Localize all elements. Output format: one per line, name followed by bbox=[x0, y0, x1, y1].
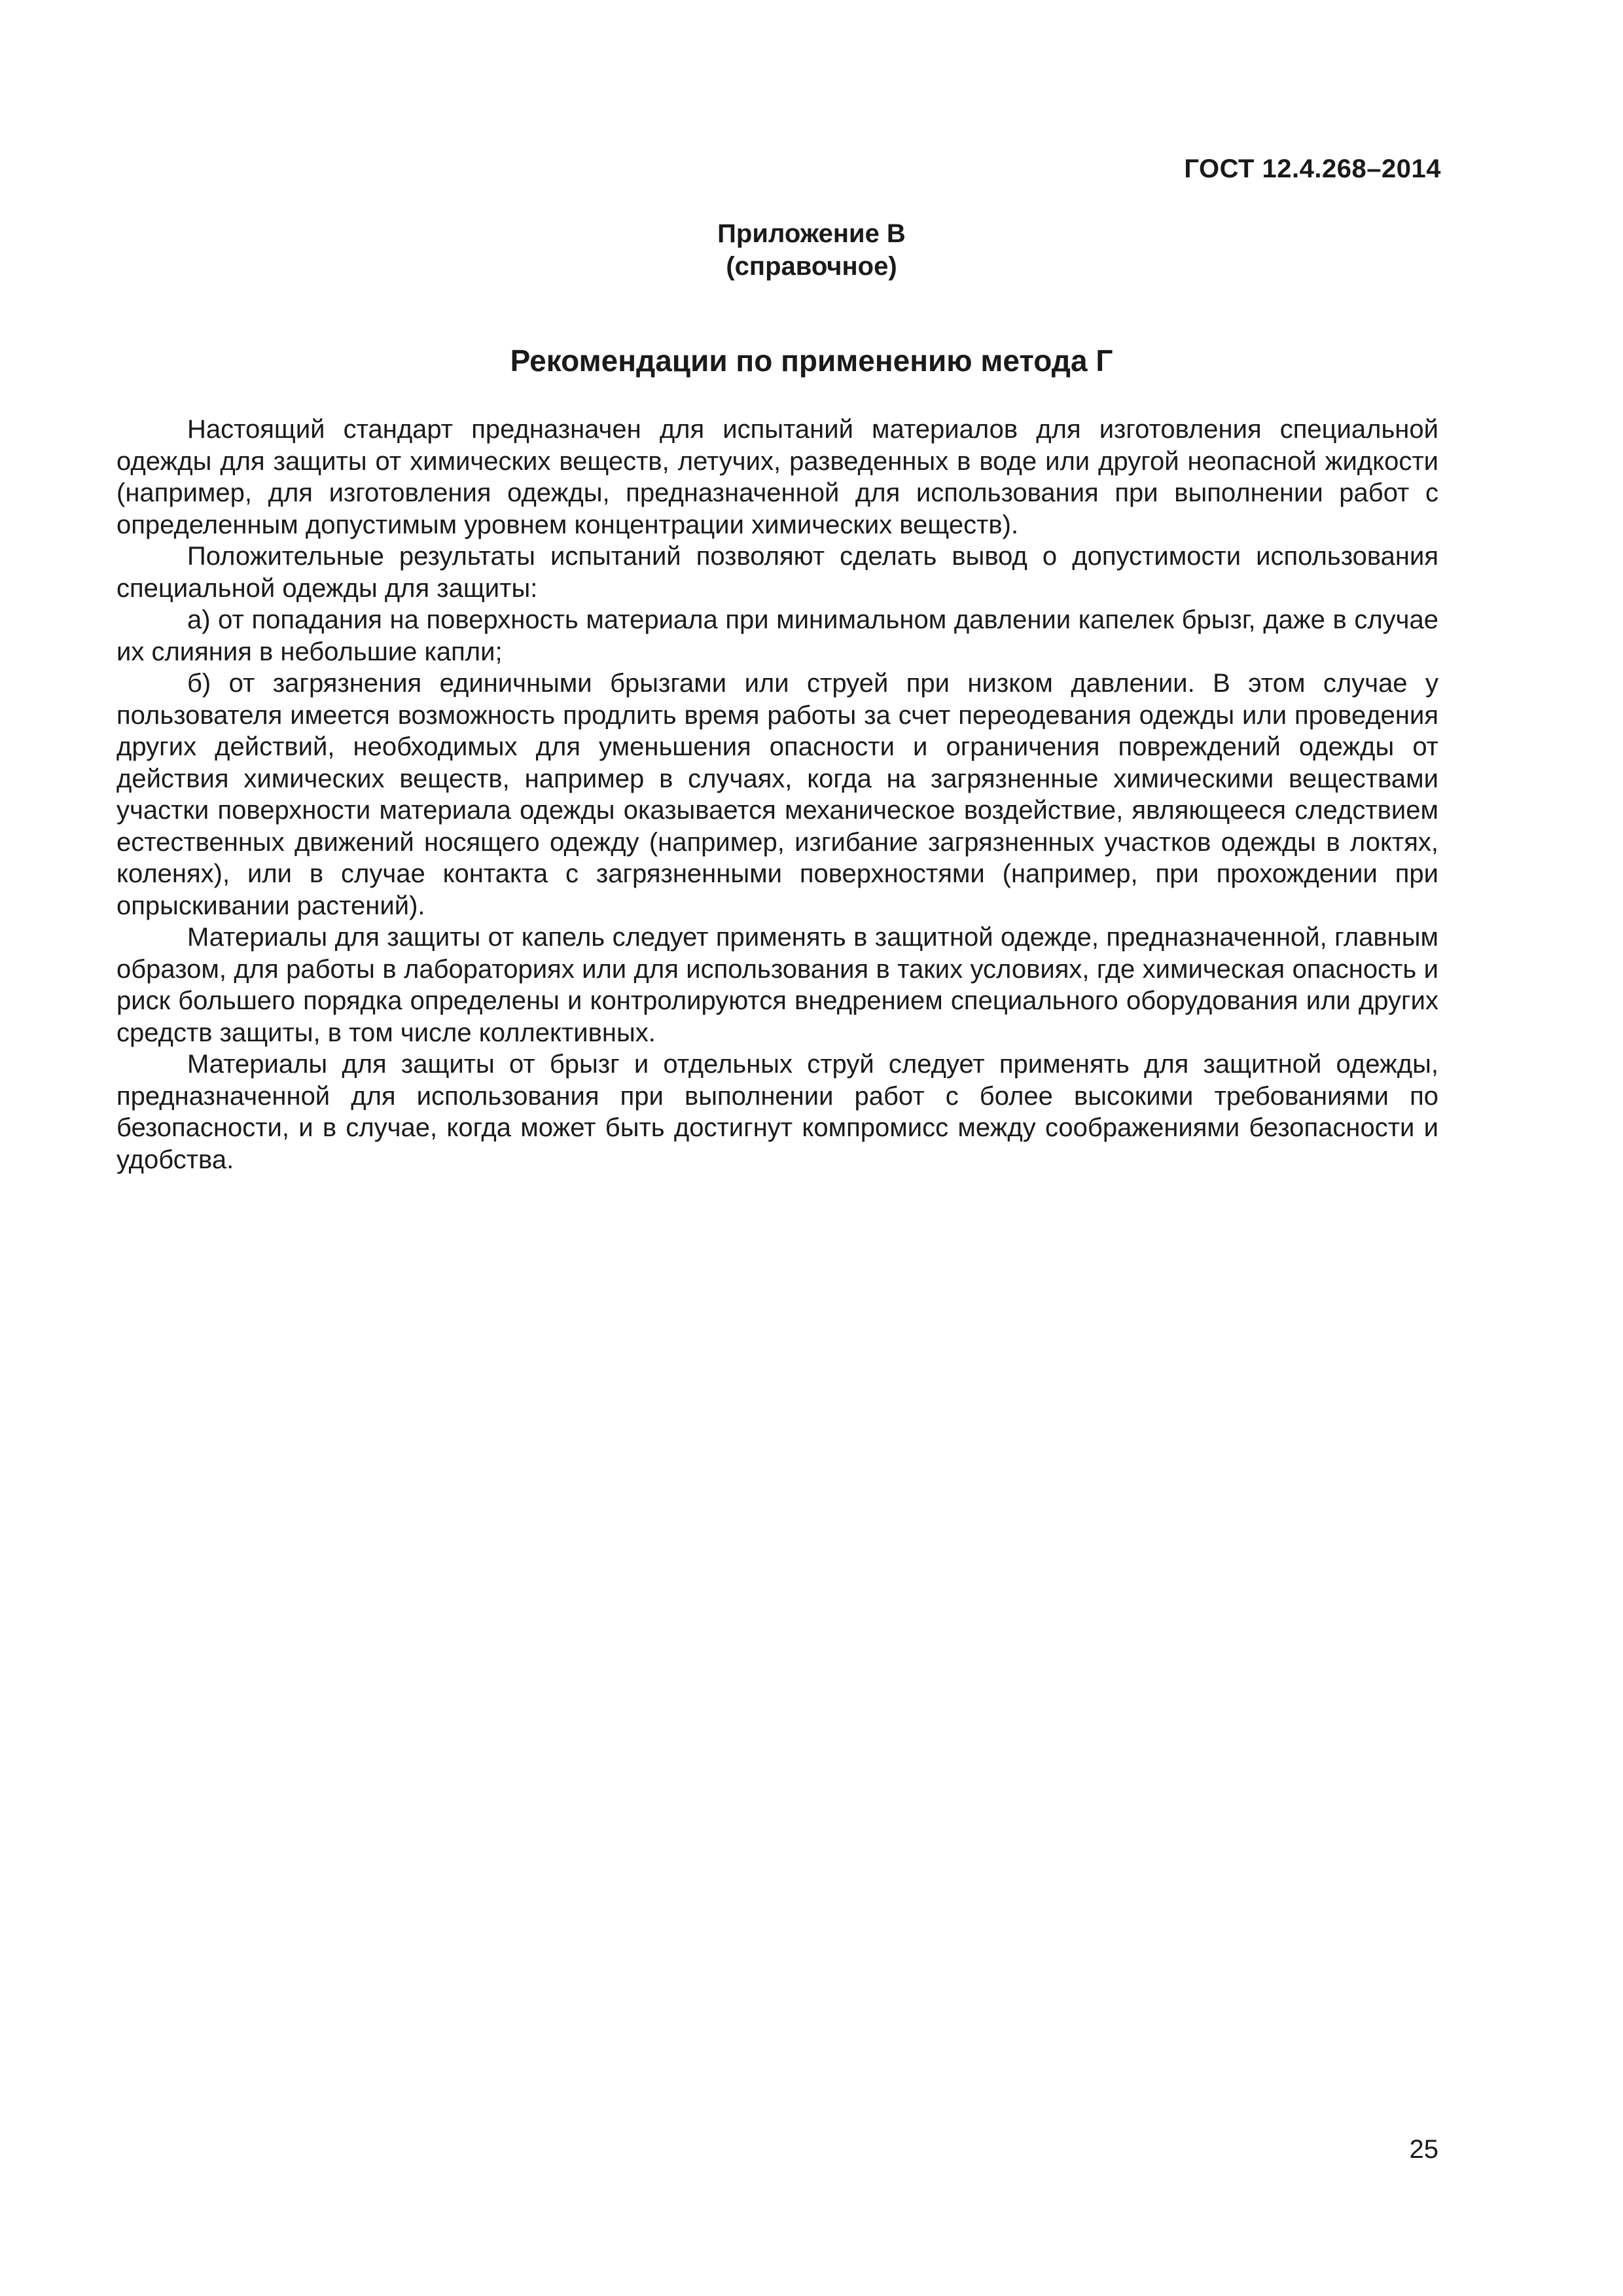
appendix-heading bbox=[0, 217, 1623, 283]
body-text bbox=[116, 414, 1438, 1175]
paragraph: Материалы для защиты от брызг и отдельных струй следует применять для защитной одежды, предназначенной для использования при выполнении работ с более высокими требованиями по безопасности, и в случае, когда может быть достигнут компромисс между соображениями безопасности и удобства. bbox=[116, 1050, 1438, 1174]
appendix-type: (справочное) bbox=[726, 252, 897, 281]
list-item: а) от попадания на поверхность материала при минимальном давлении капелек брызг, даже в случае их слияния в небольшие капли; bbox=[116, 605, 1438, 666]
document-code: ГОСТ 12.4.268–2014 bbox=[1184, 154, 1441, 183]
page-number: 25 bbox=[1409, 2135, 1438, 2164]
paragraph: Материалы для защиты от капель следует применять в защитной одежде, предназначенной, главным образом, для работы в лабораториях или для использования в таких условиях, где химическая опасность и риск большего порядка определены и контролируются внедрением специального оборудования или других средств защиты, в том числе коллективных. bbox=[116, 923, 1438, 1047]
appendix-label: Приложение В bbox=[717, 219, 906, 248]
section-title: Рекомендации по применению метода Г bbox=[510, 344, 1113, 378]
list-item: б) от загрязнения единичными брызгами или струей при низком давлении. В этом случае у пользователя имеется возможность продлить время работы за счет переодевания одежды или проведения других действий, необходимых для уменьшения опасности и ограничения повреждений одежды от действия химических веществ, например в случаях, когда на загрязненные химическими веществами участки поверхности материала одежды оказывается механическое воздействие, являющееся следствием естественных движений носящего одежду (например, изгибание загрязненных участков одежды в локтях, коленях), или в случае контакта с загрязненными поверхностями (например, при прохождении при опрыскивании растений). bbox=[116, 669, 1438, 920]
paragraph: Положительные результаты испытаний позволяют сделать вывод о допустимости использования специальной одежды для защиты: bbox=[116, 542, 1438, 603]
paragraph: Настоящий стандарт предназначен для испытаний материалов для изготовления специальной одежды для защиты от химических веществ, летучих, разведенных в воде или другой неопасной жидкости (например, для изготовления одежды, предназначенной для использования при выполнении работ с определенным допустимым уровнем концентрации химических веществ). bbox=[116, 415, 1438, 539]
